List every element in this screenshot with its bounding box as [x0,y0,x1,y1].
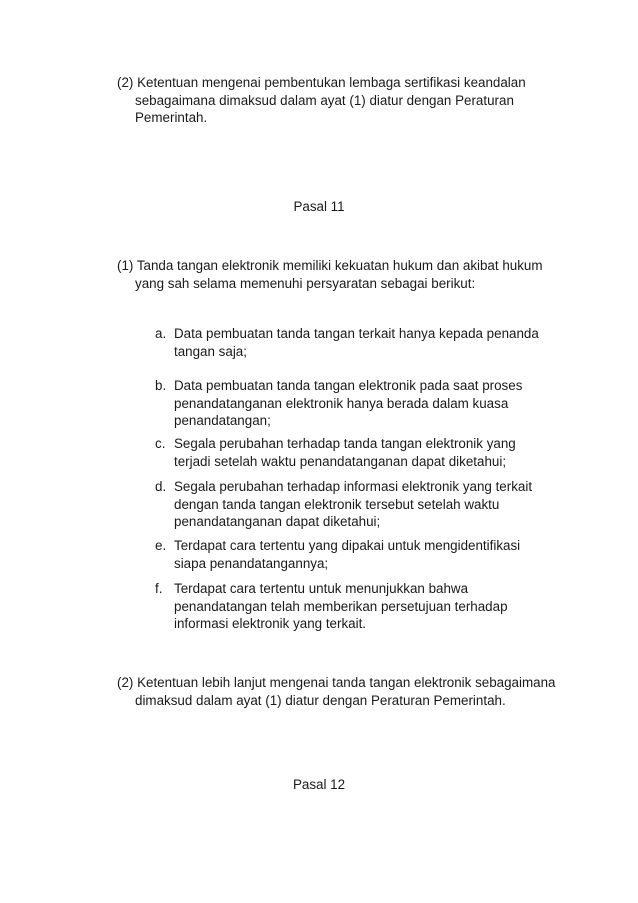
list-item-label: d. [155,479,167,494]
list-item-label: b. [155,378,167,393]
list-item-text: Segala perubahan terhadap informasi elektronik yang terkait dengan tanda tangan elektronik tersebut setelah waktu penandatanganan dapat diketahui; [174,479,533,529]
paragraph-lembaga-sertifikasi: (2) Ketentuan mengenai pembentukan lembaga sertifikasi keandalan sebagaimana dimaksud dalam ayat (1) diatur dengan Peraturan Pemerintah. [117,75,526,125]
paragraph-ayat-2: (2) Ketentuan lebih lanjut mengenai tanda tangan elektronik sebagaimana dimaksud dalam ayat (1) diatur dengan Peraturan Pemerintah. [117,675,556,708]
list-item-text: Data pembuatan tanda tangan terkait hanya kepada penanda tangan saja; [174,326,539,359]
list-item-label: e. [155,538,167,553]
list-item-c [155,435,555,470]
list-item-b [155,377,555,430]
list-item-e [155,537,555,572]
list-item-f [155,580,555,633]
list-item-label: f. [155,581,163,596]
list-item-label: a. [155,326,167,341]
list-item-a [155,325,555,360]
heading-pasal-12: Pasal 12 [292,777,346,792]
list-item-label: c. [155,436,166,451]
list-item-text: Terdapat cara tertentu yang dipakai untuk mengidentifikasi siapa penandatangannya; [174,538,521,571]
list-item-text: Segala perubahan terhadap tanda tangan elektronik yang terjadi setelah waktu penandatanganan dapat diketahui; [174,436,516,469]
heading-pasal-11: Pasal 11 [293,199,345,214]
list-item-text: Data pembuatan tanda tangan elektronik pada saat proses penandatanganan elektronik hanya berada dalam kuasa penandatangan; [174,378,523,428]
list-item-text: Terdapat cara tertentu untuk menunjukkan bahwa penandatangan telah memberikan persetujuan terhadap informasi elektronik yang terkait. [174,581,508,631]
list-item-d [155,478,555,531]
paragraph-ayat-1: (1) Tanda tangan elektronik memiliki kekuatan hukum dan akibat hukum yang sah selama memenuhi persyaratan sebagai berikut: [117,258,543,291]
